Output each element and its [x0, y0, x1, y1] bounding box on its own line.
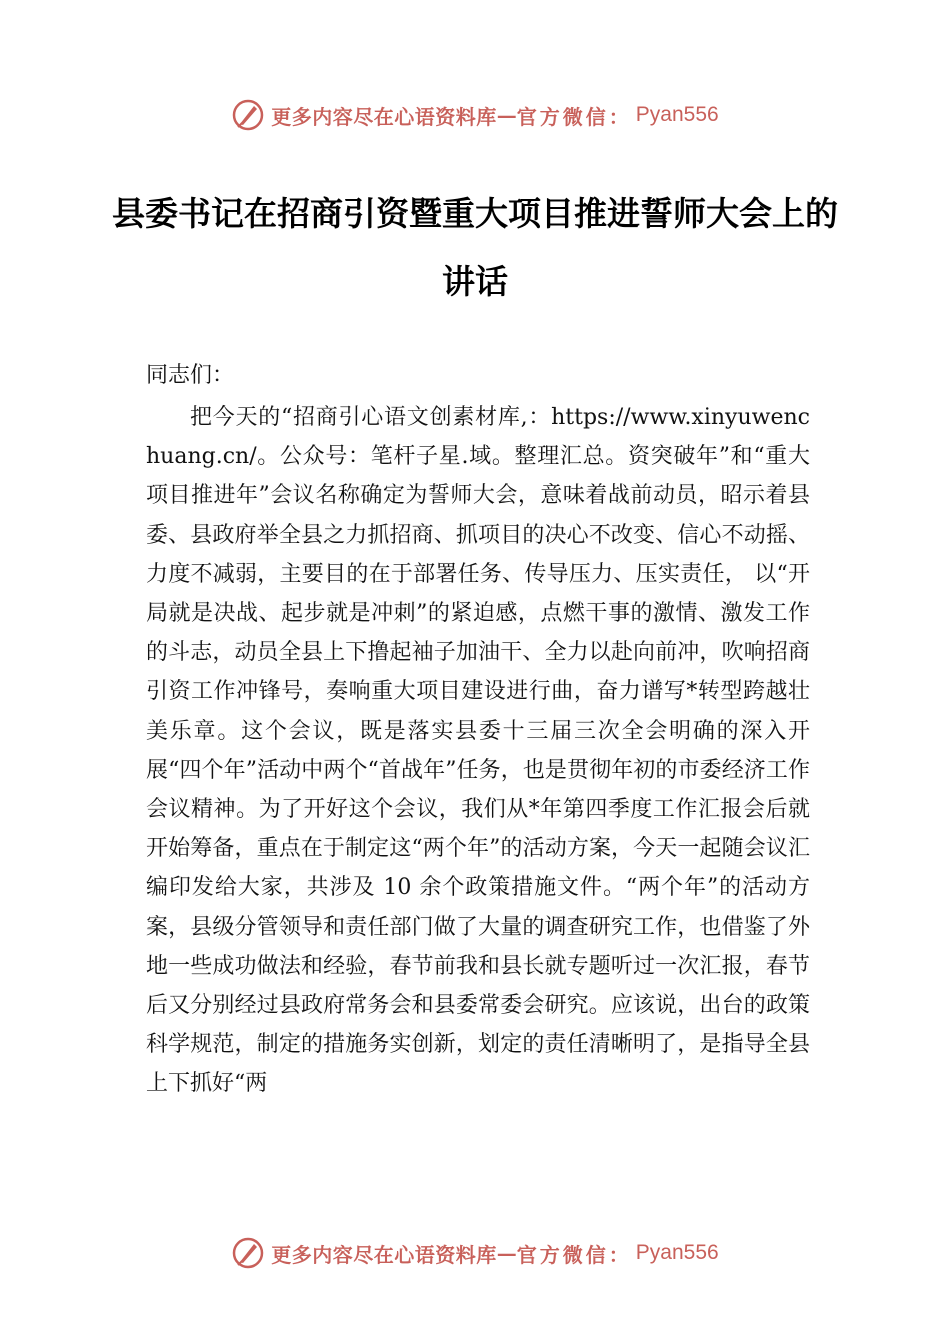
quill-pen-logo-icon [231, 1236, 265, 1270]
watermark-wechat-id: Pyan556 [635, 1241, 719, 1264]
watermark-separator: — [496, 1241, 517, 1265]
watermark-text: 更多内容尽在心语资料库 [271, 1242, 497, 1267]
watermark-wechat-label: 官方微信： [516, 1242, 632, 1267]
footer-watermark [0, 1233, 950, 1273]
salutation: 同志们： [146, 363, 235, 388]
watermark-wechat-label: 官方微信： [516, 104, 632, 129]
body-paragraph: 把今天的“招商引心语文创素材库,：https://www.xinyuwenchuang.cn/。公众号：笔杆子星.域。整理汇总。资突破年”和“重大项目推进年”会议名称确定为誓师大会，意味着战前动员，昭示着县委、县政府举全县之力抓招商、抓项目的决心不改变、信心不动摇、力度不减弱，主要目的在于部署任务、传导压力、压实责任， 以“开局就是决战、起步就是冲刺”的紧迫感，点燃干事的激情、激发工作的斗志，动员全县上下撸起袖子加油干、全力以赴向前冲，吹响招商引资工作冲锋号，奏响重大项目建设进行曲，奋力谱写*转型跨越壮美乐章。这个会议，既是落实县委十三届三次全会明确的深入开展“四个年”活动中两个“首战年”任务，也是贯彻年初的市委经济工作会议精神。为了开好这个会议，我们从*年第四季度工作汇报会后就开始筹备，重点在于制定这“两个年”的活动方案，今天一起随会议汇编印发给大家，共涉及 10 余个政策措施文件。“两个年”的活动方案，县级分管领导和责任部门做了大量的调查研究工作，也借鉴了外地一些成功做法和经验，春节前我和县长就专题听过一次汇报，春节后又分别经过县政府常务会和县委常委会研究。应该说，出台的政策科学规范，制定的措施务实创新，划定的责任清晰明了，是指导全县上下抓好“两 [146, 405, 810, 1097]
watermark-separator: — [496, 103, 517, 127]
watermark-text: 更多内容尽在心语资料库 [271, 104, 497, 129]
watermark-wechat-id: Pyan556 [635, 103, 719, 126]
header-watermark [0, 95, 950, 135]
document-title: 县委书记在招商引资暨重大项目推进誓师大会上的讲话 [112, 194, 838, 301]
quill-pen-logo-icon [231, 98, 265, 132]
